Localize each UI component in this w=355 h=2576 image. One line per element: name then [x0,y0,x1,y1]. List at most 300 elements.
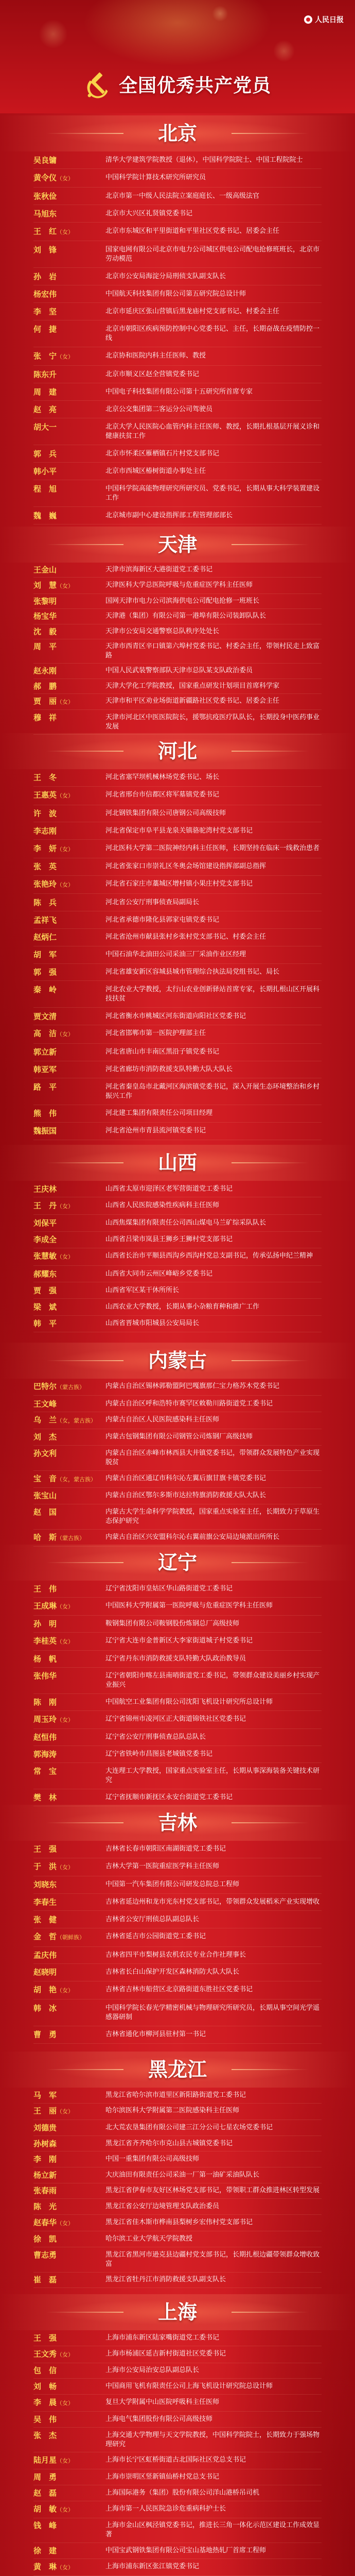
member-tag: （蒙古族） [57,1384,85,1391]
member-row [33,2215,322,2232]
province-title: 天津 [157,533,197,556]
member-description: 中国人民武装警察部队天津市总队某支队政治委员 [105,667,253,675]
province-header [0,1343,355,1379]
member-description: 北京市延庆区张山营镇后黑龙庙村党支部书记、村委会主任 [105,307,280,315]
member-name: 杨 帆 [33,1654,57,1664]
member-name-cell [33,1286,105,1295]
member-description: 河北医科大学第二医院神经内科主任医师，长期坚持在临床一线救治患者 [105,844,320,852]
member-row [33,285,322,303]
member-name: 王 强 [33,2333,57,2343]
member-name: 张黎明 [33,596,57,606]
member-name: 于 洪 [33,1861,57,1871]
member-row [33,151,322,169]
member-list [33,769,322,1140]
logo-text: 人民日报 [315,16,344,24]
member-name: 刘 畅 [33,2382,57,2392]
province-header [0,733,355,769]
member-list [33,151,322,524]
member-row [33,303,322,320]
member-name: 李桂英 [33,1636,57,1646]
member-name-cell [33,2139,105,2148]
member-name: 刘晓东 [33,1880,57,1890]
member-row [33,2543,322,2559]
member-description: 中国医科大学附属第一医院呼吸与危重症医学科主任医师 [105,1602,273,1609]
member-name-cell [33,1601,105,1612]
member-description: 河北省沧州市青县流河镇党委书记 [105,1127,206,1135]
member-tag: （女） [57,582,74,589]
member-description: 国网天津市电力公司滨海供电公司配电抢修一班班长 [105,597,260,605]
member-name: 魏振国 [33,1126,57,1136]
member-list [33,1181,322,1332]
member-name-cell [33,307,105,316]
member-description: 北京协和医院内科主任医师、教授 [105,351,206,360]
member-name-cell [33,1844,105,1854]
member-row [33,1379,322,1396]
member-description: 天津医科大学总医院呼吸与危重症医学科主任医师 [105,581,253,589]
member-name-cell [33,627,105,636]
member-row [33,463,322,480]
member-name: 胡 军 [33,950,57,960]
member-description: 辽宁省大连市金普新区大李家街道城子村党委书记 [105,1637,253,1645]
member-description: 山西省吕梁市岚县王狮乡王狮村党支部书记 [105,1235,233,1244]
member-name-cell [33,2488,105,2498]
member-description: 吉林省通化市柳河县驻村第一书记 [105,2030,206,2039]
member-name: 周 勇 [33,2472,57,2482]
member-row [33,2379,322,2395]
member-name: 王 红 [33,226,57,236]
header-banner [0,0,355,113]
member-name-cell [33,2562,105,2572]
member-name-cell [33,1491,105,1500]
member-name: 赵炳仁 [33,933,57,942]
member-name: 胡大一 [33,422,57,432]
member-name: 李春生 [33,1897,57,1907]
member-tag: （女） [57,2351,74,2358]
member-name: 刘保平 [33,1218,57,1228]
member-tag: （女） [57,882,74,889]
member-row [33,1598,322,1616]
member-row [33,1078,322,1105]
member-row [33,929,322,946]
member-tag: （女） [57,353,74,360]
member-name-cell [33,467,105,476]
member-name: 秦 岭 [33,985,57,994]
member-list [33,2088,322,2288]
member-row [33,1488,322,1504]
member-tag: （女） [57,2219,74,2227]
member-name-cell [33,2472,105,2482]
member-description: 中国航天科技集团有限公司第五研究院总设计师 [105,290,246,298]
member-name-cell [33,1126,105,1136]
member-name: 周 平 [33,642,57,652]
member-name-cell [33,227,105,237]
member-row [33,2273,322,2289]
member-tag: （女） [57,792,74,800]
member-row [33,383,322,401]
province-section [0,527,355,735]
member-name-cell [33,950,105,959]
member-name: 张宝山 [33,1491,57,1501]
member-tag: （女） [57,1863,74,1871]
member-name: 马 军 [33,2090,57,2100]
member-name-cell [33,1951,105,1960]
member-tag: （女） [57,1031,74,1038]
member-name-cell [33,1432,105,1442]
member-tag: （女，蒙古族） [57,1476,97,1483]
member-name-cell [33,2382,105,2391]
member-tag: （女，蒙古族） [57,1417,97,1424]
member-name: 曹志勇 [33,2250,57,2260]
member-name-cell [33,1251,105,1262]
member-description: 上海市浦东新区张江镇党委书记 [105,2563,200,2571]
member-name: 熊 伟 [33,1109,57,1118]
member-name: 张伟华 [33,1671,57,1681]
member-row [33,805,322,823]
member-name-cell [33,2415,105,2424]
member-name: 孟庆伟 [33,1950,57,1960]
member-name-cell [33,565,105,574]
member-description: 河北省石家庄市藁城区增村镇小果庄村党支部书记 [105,880,253,888]
member-name: 徐 建 [33,2546,57,2556]
member-name: 王惠英 [33,790,57,800]
member-name: 郭 强 [33,967,57,977]
member-name-cell [33,2004,105,2022]
member-description: 河北省沧州市献县张村乡张村党支部书记、村委会主任 [105,933,267,941]
member-name: 沈 毅 [33,626,57,636]
member-description: 北京城市副中心建设指挥部工程管理部部长 [105,511,233,519]
member-description: 吉林省公安厅刑侦总队副总队长 [105,1915,200,1923]
member-description: 天津市和平区劝业场街道新疆路社区党委书记、居委会主任 [105,697,280,705]
member-row [33,1711,322,1729]
member-description: 上海国际港务（集团）股份有限公司洋山港桥吊司机 [105,2488,260,2497]
member-name-cell [33,933,105,942]
member-name-cell [33,581,105,591]
member-row [33,1581,322,1598]
member-description: 内蒙古自治区鄂尔多斯市达拉特旗消防救援大队大队长 [105,1492,267,1500]
member-row [33,1964,322,1981]
member-description: 黑龙江省哈尔滨市道里区新阳路街道党工委书记 [105,2091,246,2099]
member-name: 李 刚 [33,2155,57,2164]
member-description: 中国科学院计算技术研究所研究员 [105,173,206,181]
member-name-cell [33,697,105,707]
member-name-cell [33,713,105,732]
member-tag: （女） [57,1253,74,1261]
member-name-cell [33,192,105,201]
member-name-cell [33,1235,105,1244]
member-name: 黄令仪 [33,173,57,182]
member-row [33,1061,322,1079]
member-name-cell [33,245,105,264]
member-name-cell [33,370,105,379]
member-name: 贾 强 [33,1285,57,1295]
member-name-cell [33,985,105,1004]
member-row [33,822,322,840]
member-name: 张慧敏 [33,1251,57,1261]
member-tag: （女） [57,845,74,853]
member-name-cell [33,1382,105,1392]
member-name: 王 丹 [33,1200,57,1210]
member-name: 王 伟 [33,1584,57,1594]
member-description: 内蒙古包钢集团有限公司钢管公司炼钢厂高级技师 [105,1433,253,1441]
member-row [33,578,322,594]
member-tag: （朝鲜族） [57,1934,85,1941]
member-name-cell [33,773,105,782]
member-description: 内蒙古自治区通辽市科尔沁左翼后旗甘旗卡镇党委书记 [105,1475,267,1483]
province-title: 吉林 [157,1811,197,1834]
member-name-cell [33,1109,105,1118]
member-name-cell [33,1047,105,1057]
member-row [33,2199,322,2215]
member-name-cell [33,1507,105,1526]
province-header [0,1145,355,1181]
member-description: 上海市长宁区虹桥街道古北国际社区党总支书记 [105,2456,246,2464]
member-row [33,1858,322,1877]
member-name: 张春雨 [33,2186,57,2196]
member-name-cell [33,1897,105,1907]
member-name-cell [33,2398,105,2408]
member-name-cell [33,2546,105,2555]
province-title: 北京 [157,122,197,145]
member-description: 北京市大兴区礼贤镇党委书记 [105,209,193,217]
member-description: 黑龙江省公安厅边境管理支队政治委员 [105,2202,220,2210]
member-name: 陆月星 [33,2455,57,2465]
member-description: 内蒙古自治区人民医院感染科主任医师 [105,1415,220,1423]
member-name: 王文秀 [33,2349,57,2359]
member-name: 吴 伟 [33,2414,57,2424]
member-name: 赵晓明 [33,1968,57,1977]
member-row [33,594,322,609]
member-row [33,981,322,1008]
member-name-cell [33,290,105,299]
member-description: 吉林省吉林市船营区北京路街道东胜社区党委书记 [105,1986,253,1994]
province-title: 河北 [157,740,197,762]
member-row [33,1215,322,1231]
member-description: 北京市东城区和平里街道和平里社区党委书记、居委会主任 [105,227,280,235]
member-row [33,694,322,710]
member-name-cell [33,1968,105,1977]
member-name: 李志刚 [33,826,57,836]
member-name: 曹 勇 [33,2030,57,2040]
member-row [33,679,322,694]
member-tag: （女） [57,2458,74,2465]
member-row [33,624,322,639]
member-row [33,2231,322,2247]
member-description: 上海市第一人民医院急诊危重病科护士长 [105,2504,226,2513]
member-name-cell [33,2366,105,2375]
member-description: 内蒙古自治区呼和浩特市赛罕区敕勒川路街道党工委书记 [105,1399,273,1408]
member-name-cell [33,826,105,836]
member-row [33,507,322,524]
member-description: 北京大学人民医院心血管内科主任医师、教授，长期扎根基层开展义诊和健康扶贫工作 [105,422,320,440]
member-description: 内蒙古自治区锡林郭勒盟阿巴嘎旗那仁宝力格苏木党委书记 [105,1382,280,1391]
province-section [0,733,355,1140]
member-description: 北京市怀柔区雁栖镇石片村党支部书记 [105,449,220,457]
member-name-cell [33,642,105,660]
member-tag: （女） [57,228,74,235]
member-name: 张秋俭 [33,191,57,201]
member-row [33,1232,322,1248]
member-name-cell [33,790,105,801]
member-name: 巴特尔 [33,1382,57,1392]
member-name: 赵恒伟 [33,1733,57,1742]
province-title: 上海 [157,2301,197,2324]
province-header [0,2052,355,2088]
member-description: 哈尔滨医科大学附属第二医院感染科主任医师 [105,2107,240,2115]
member-name-cell [33,1880,105,1889]
member-description: 黑龙江省伊春市友好区林场党支部书记，带领职工群众推进林区转型发展 [105,2187,320,2195]
member-description: 天津市河北区中医医院院长，援鄂抗疫医疗队队长，长期投身中医药事业发展 [105,713,320,731]
member-description: 天津市滨海新区大港街道党工委书记 [105,566,213,574]
member-row [33,241,322,268]
member-row [33,1025,322,1044]
member-description: 北京市公安局海淀分局刑侦支队副支队长 [105,272,226,280]
province-title: 内蒙古 [148,1349,207,1372]
member-row [33,894,322,911]
member-row [33,2428,322,2453]
member-row [33,2104,322,2121]
member-name: 金 哲 [33,1932,57,1942]
member-description: 大庆油田有限责任公司采油一厂第一油矿采油队队长 [105,2171,260,2179]
member-row [33,1894,322,1911]
member-description: 哈尔滨工业大学航天学院教授 [105,2235,193,2243]
member-description: 河北省保定市阜平县龙泉关镇骆驼湾村党支部书记 [105,826,253,835]
member-name-cell [33,1654,105,1664]
member-description: 北京市朝阳区疾病预防控制中心党委书记、主任，长期奋战在疫情防控一线 [105,325,320,342]
member-row [33,664,322,679]
member-description: 河北钢铁集团有限公司唐钢公司高级技师 [105,809,226,817]
member-name-cell [33,1184,105,1194]
member-row [33,1248,322,1266]
province-section [0,2294,355,2576]
member-description: 吉林省延边州和龙市光东村党支部书记，带领群众发展稻米产业实现增收 [105,1898,320,1906]
member-description: 河北省公安厅刑事侦查局副局长 [105,898,200,906]
member-name-cell [33,2218,105,2228]
member-row [33,320,322,347]
member-description: 吉林省长白山保护开发区森林消防大队大队长 [105,1968,240,1976]
member-description: 上海市杨浦区延吉新村街道社区党委书记 [105,2349,226,2358]
member-name-cell [33,597,105,606]
member-name: 马旭东 [33,209,57,218]
member-name: 郭海涛 [33,1750,57,1759]
member-description: 辽宁省抚顺市新抚区永安台街道党工委书记 [105,1793,233,1801]
member-description: 内蒙古自治区兴安盟科尔沁右翼前旗公安局边境派出所所长 [105,1533,280,1541]
member-row [33,1504,322,1530]
member-name: 张 健 [33,1914,57,1924]
member-row [33,2346,322,2363]
member-name: 郝 鹏 [33,681,57,691]
member-description: 天津市公安局交通警察总队秩序处处长 [105,627,220,635]
member-name: 杨宏伟 [33,289,57,299]
member-row [33,2247,322,2273]
member-name: 许 波 [33,808,57,818]
member-name: 胡 艳 [33,1985,57,1995]
member-row [33,480,322,507]
member-name-cell [33,2504,105,2515]
member-name-cell [33,898,105,907]
member-description: 大连理工大学教授，国家重点实验室主任，长期从事深海装备关键技术研究 [105,1767,320,1784]
member-name: 王金山 [33,565,57,575]
member-name-cell [33,156,105,165]
member-name-cell [33,2250,105,2269]
member-description: 吉林省四平市梨树县农机农民专业合作社理事长 [105,1951,246,1959]
member-name-cell [33,2431,105,2449]
member-description: 上海市浦东新区陆家嘴街道党工委书记 [105,2333,220,2342]
member-tag: （女） [57,699,74,706]
member-name-cell [33,1201,105,1211]
member-description: 河北省塞罕坝机械林场党委书记、场长 [105,773,220,782]
member-name-cell [33,682,105,691]
member-name-cell [33,2333,105,2343]
member-description: 上海市崇明区竖新镇仙桥村党总支书记 [105,2473,220,2481]
member-name: 李 晨 [33,2398,57,2408]
province-section [0,1805,355,2044]
member-row [33,1181,322,1197]
member-description: 辽宁省沈阳市皇姑区华山路街道党工委书记 [105,1585,233,1592]
member-description: 山西省长治市平顺县西沟乡西沟村党总支副书记，传承弘扬申纪兰精神 [105,1252,313,1260]
member-row [33,2363,322,2379]
member-name-cell [33,916,105,925]
member-row [33,609,322,624]
member-row [33,366,322,383]
member-name: 赵春华 [33,2217,57,2227]
member-row [33,2452,322,2469]
member-name: 路 平 [33,1082,57,1092]
member-row [33,858,322,876]
member-row [33,1633,322,1651]
member-row [33,1746,322,1763]
member-row [33,1616,322,1633]
member-tag: （女） [57,175,74,182]
member-name: 刘 杰 [33,1432,57,1442]
member-row [33,1316,322,1332]
member-description: 山西省大同市云州区峰峪乡党委书记 [105,1269,213,1278]
member-description: 上海市金山区枫泾镇党委书记，推进长三角一体化示范区建设工作成效显著 [105,2521,320,2539]
member-name-cell [33,2171,105,2180]
member-description: 吉林省延吉市公园街道党工委书记 [105,1933,206,1941]
member-name: 刘 锋 [33,245,57,255]
member-row [33,1282,322,1299]
member-description: 吉林大学第一医院重症医学科主任医师 [105,1862,220,1870]
member-name-cell [33,1533,105,1543]
member-list [33,1581,322,1806]
member-name: 李 妍 [33,843,57,853]
member-description: 中国第一汽车集团有限公司研发总院总工程师 [105,1880,240,1889]
member-name: 宝 音 [33,1474,57,1484]
member-name-cell [33,1218,105,1228]
province-section [0,1545,355,1806]
member-name: 杨立新 [33,2170,57,2180]
member-name: 王庆林 [33,1184,57,1194]
member-name-cell [33,1793,105,1802]
member-description: 中国商用飞机有限责任公司上海飞机设计研究院总设计师 [105,2382,273,2391]
member-name-cell [33,844,105,854]
member-description: 天津市西青区辛口镇第六埠村党委书记、村委会主任，带领村民走上致富路 [105,642,320,660]
member-description: 辽宁省丹东市消防救援支队特勤大队政治教导员 [105,1655,246,1663]
province-header [0,115,355,151]
member-description: 中国石油华北油田公司采油三厂采油作业区经理 [105,951,246,959]
member-name: 高 洁 [33,1029,57,1039]
member-description: 北京公交集团第二客运分公司驾驶员 [105,405,213,413]
member-row [33,1429,322,1445]
member-name: 张 英 [33,862,57,872]
member-name-cell [33,1415,105,1426]
member-name: 梁 斌 [33,1302,57,1312]
member-name: 陈 刚 [33,1698,57,1707]
member-row [33,1947,322,1964]
member-name-cell [33,484,105,503]
member-row [33,769,322,787]
member-row [33,1396,322,1412]
